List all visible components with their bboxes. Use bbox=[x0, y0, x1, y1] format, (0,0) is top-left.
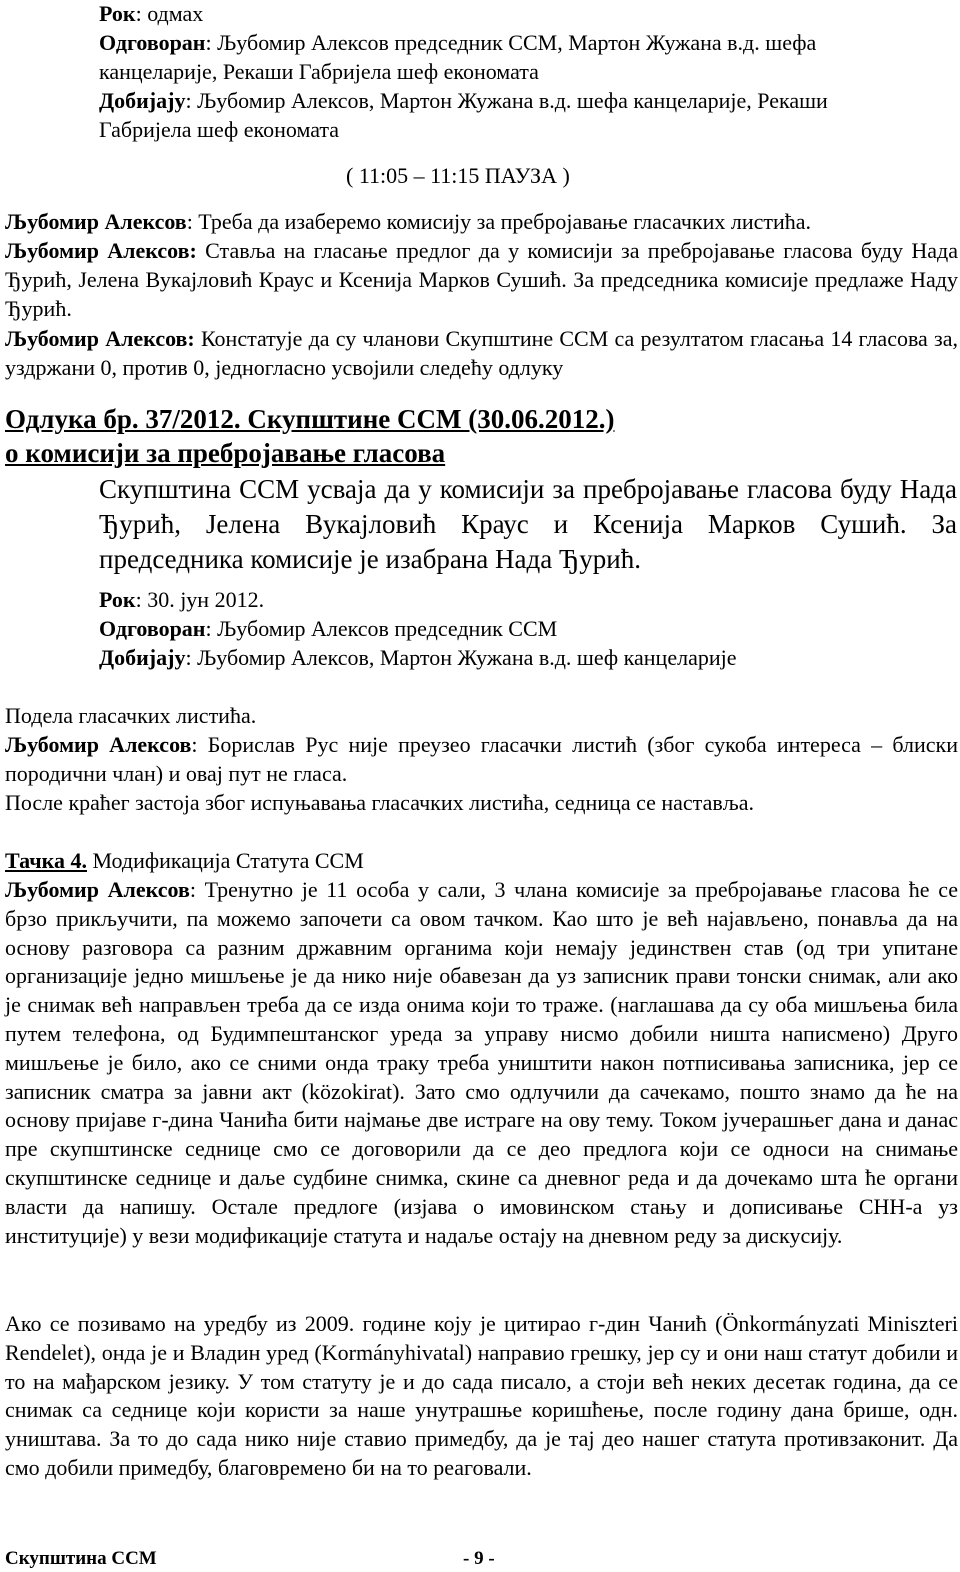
recipients-line bbox=[99, 87, 828, 115]
deadline-value: : 30. јун 2012. bbox=[135, 587, 265, 612]
responsible-label: Одговоран bbox=[99, 616, 206, 641]
ballot-distribution-line: Подела гласачких листића. bbox=[5, 703, 257, 728]
paragraph-text: Констатује да су чланови Скупштине ССМ са резултатом гласања 14 гласова за, уздржани 0, против 0, једногласно усвојили следећу одлуку bbox=[5, 326, 959, 380]
speaker-name: Љубомир Алексов bbox=[5, 326, 188, 351]
recipients-label: Добијају bbox=[99, 88, 186, 113]
decision-text: Скупштина ССМ усваја да у комисији за пребројавање гласова буду Нада Ђурић, Јелена Вукајловић Краус и Ксенија Марков Сушић. За председника комисије је изабрана Нада Ђурић. bbox=[99, 474, 957, 574]
recipients-value: : Љубомир Алексов, Мартон Жужана в.д. шеф канцеларије bbox=[185, 645, 737, 670]
item-4-paragraph-2: Ако се позивамо на уредбу из 2009. године коју је цитирао г-дин Чанић (Önkormányzati Miniszteri Rendelet), онда је и Владин уред (Kormányhivatal) направио грешку, јер су и они наш статут добили и то на мађарском језику. У том статуту је и до сада писало, а стоји већ неких десетак година, да се снимак са седнице који користи за наше унутрашње коришћење, после годину дана брише, одн. уништава. За то до сада нико није ставио примедбу, да је тај део нашег статута противзаконит. Да смо добили примедбу, благовремено би на то реаговали. bbox=[5, 1311, 958, 1480]
deadline-label: Рок bbox=[99, 1, 136, 26]
responsible-label: Одговоран bbox=[99, 30, 206, 55]
speaker-name: Љубомир Алексов bbox=[5, 209, 187, 234]
speaker-name: Љубомир Алексов bbox=[5, 732, 192, 757]
paragraph-text: Ставља на гласање предлог да у комисији за пребројавање гласова буду Нада Ђурић, Јелена Вукајловић Краус и Ксенија Марков Сушић. За председника комисије предлаже Наду Ђурић. bbox=[5, 238, 958, 321]
decision-recipients bbox=[99, 644, 737, 672]
decision-responsible bbox=[99, 615, 557, 643]
ballot-distribution-paragraph bbox=[5, 731, 958, 789]
decision-deadline bbox=[99, 586, 264, 614]
page-number: - 9 - bbox=[463, 1548, 495, 1569]
recipients-continuation: Габријела шеф економата bbox=[99, 117, 340, 142]
responsible-value: : Љубомир Алексов председник ССМ bbox=[205, 616, 558, 641]
deadline-label: Рок bbox=[99, 587, 136, 612]
item-4-heading bbox=[5, 847, 364, 875]
item-4-title: Модификација Статута ССМ bbox=[87, 848, 364, 873]
item-4-label: Тачка 4. bbox=[5, 848, 87, 873]
recipients-value: : Љубомир Алексов, Мартон Жужана в.д. шефа канцеларије, Рекаши bbox=[185, 88, 828, 113]
deadline-line bbox=[99, 0, 203, 28]
speaker-name: Љубомир Алексов bbox=[5, 877, 190, 902]
session-continues-line: После краћег застоја због испуњавања гласачких листића, седница се наставља. bbox=[5, 790, 754, 815]
recipients-label: Добијају bbox=[99, 645, 186, 670]
decision-title: Одлука бр. 37/2012. Скупштине ССМ (30.06.2012.) bbox=[5, 404, 615, 434]
commission-paragraph-1 bbox=[5, 208, 958, 237]
responsible-value: : Љубомир Алексов председник ССМ, Мартон Жужана в.д. шефа bbox=[205, 30, 817, 55]
pause-note: ( 11:05 – 11:15 ПАУЗА ) bbox=[346, 163, 570, 188]
paragraph-text: : Треба да изаберемо комисију за пребројавање гласачких листића. bbox=[186, 209, 812, 234]
decision-subtitle: о комисији за пребројавање гласова bbox=[5, 438, 446, 468]
paragraph-text: : Тренутно је 11 особа у сали, 3 члана комисије за пребројавање гласова ће се брзо прикључити, па можемо започети са овом тачком. Као што је већ најављено, понавља да на основу разговора са разним државним органима који немају јединствен став (од три упитане организације једно мишљење је да нико није обавезан да уз записник прави тонски снимак, али ако је снимак већ направљен треба да се изда онима који то траже. (наглашава да су оба мишљења била путем телефона, од Будимпештанског уреда за управу нисмо добили ништа написмено) Друго мишљење је било, ако се сними онда траку треба уништити након потписивања записника, јер се записник сматра за јавни акт (közokirat). Зато смо одлучили да сачекамо, пошто знамо да ће на основу пријаве г-дина Чанића бити најмање две истраге на ову тему. Током јучерашњег дана и данас пре скупштинске седнице смо се договорили да се део предлога који се односи на снимање скупштинске седнице и даље судбине снимка, скине са дневног реда и да дочекамо шта ће органи власти да напишу. Остале предлоге (изјава о имовинском стању и дописивање СНН-а уз институције) у вези модификације статута и надаље остају на дневном реду за дискусију. bbox=[5, 877, 958, 1248]
paragraph-text: : Борислав Рус није преузео гласачки листић (због сукоба интереса – блиски породични члан) и овај пут не гласа. bbox=[5, 732, 958, 786]
commission-paragraph-2: Љубомир Алексов: Ставља на гласање предлог да у комисији за пребројавање гласова буду Нада Ђурић, Јелена Вукајловић Краус и Ксенија Марков Сушић. За председника комисије предлаже Наду Ђурић. bbox=[5, 238, 958, 321]
commission-paragraph-3: Љубомир Алексов: Констатује да су чланови Скупштине ССМ са резултатом гласања 14 гласова за, уздржани 0, против 0, једногласно усвојили следећу одлуку bbox=[5, 326, 959, 380]
responsible-line bbox=[99, 29, 816, 57]
deadline-value: : одмах bbox=[135, 1, 204, 26]
responsible-continuation: канцеларије, Рекаши Габријела шеф економата bbox=[99, 59, 539, 84]
speaker-name: Љубомир Алексов bbox=[5, 238, 190, 263]
item-4-paragraph-1 bbox=[5, 876, 958, 1250]
footer-organization: Скупштина ССМ bbox=[5, 1548, 157, 1569]
